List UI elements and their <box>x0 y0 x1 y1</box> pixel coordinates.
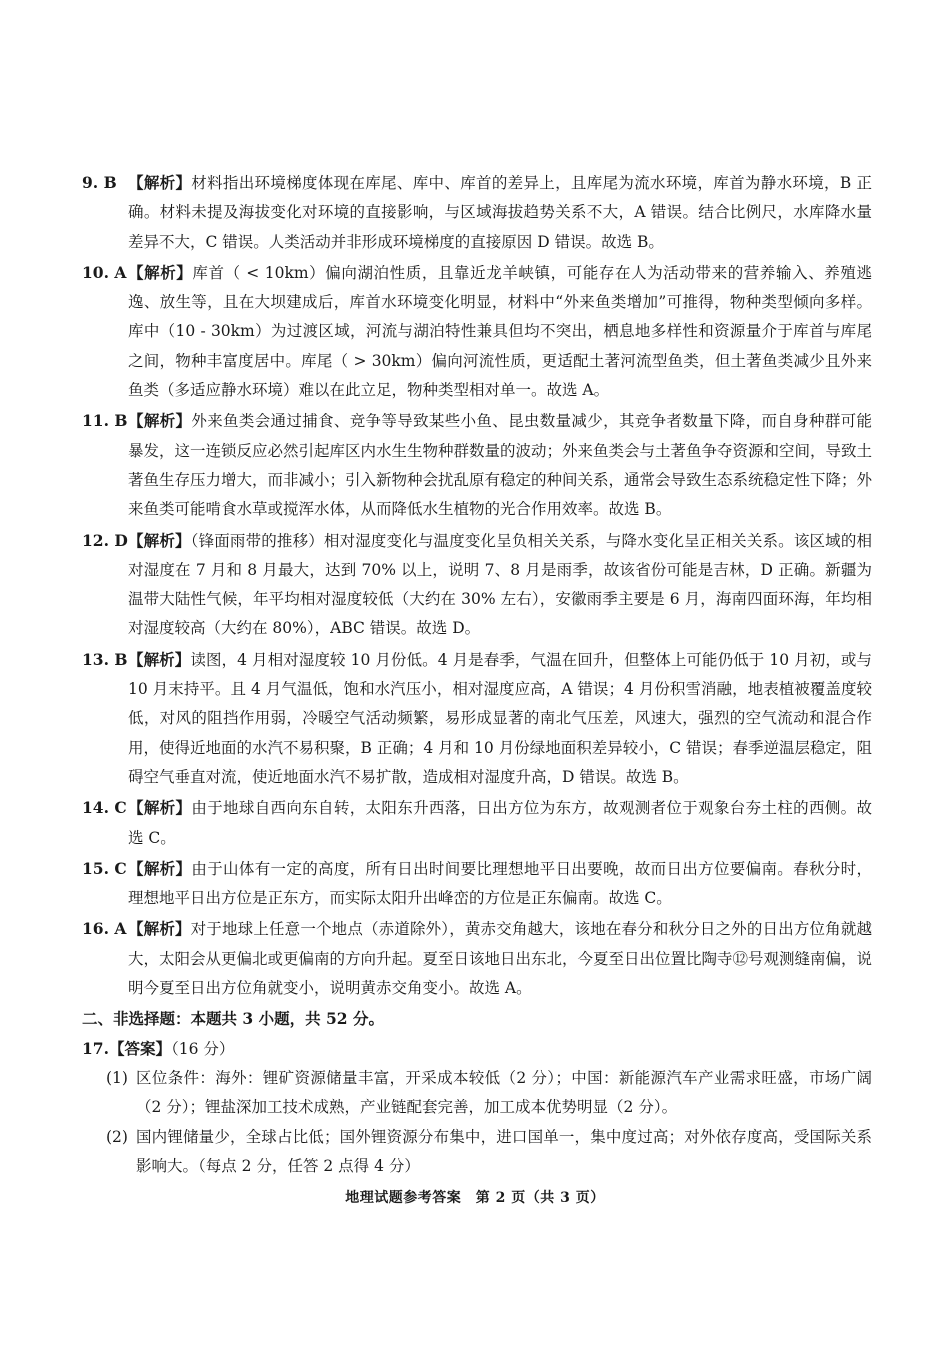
item-number: 10. A <box>82 262 127 282</box>
answer-17-part-2 <box>82 1123 872 1182</box>
analysis-tag: 【解析】 <box>128 530 191 550</box>
item-body <box>128 526 872 644</box>
item-number: 12. D <box>82 530 128 550</box>
score-text: （16 分） <box>170 1039 235 1058</box>
item-text: （锋面雨带的推移）相对湿度变化与温度变化呈负相关关系，与降水变化呈正相关关系。该区域的相对湿度在 7 月和 8 月最大，达到 70% 以上，说明 7、8 月是雨季，故该省份可能是吉林，D 正确。新疆为温带大陆性气候，年平均相对湿度较低（大约在 30% 左右），安徽雨季主要是 6 月，海南四面环海，年均相对湿度较高（大约在 80%），ABC 错误。故选 D。 <box>128 531 872 638</box>
analysis-tag: 【解析】 <box>128 411 192 431</box>
item-number: 16. A <box>82 919 127 939</box>
analysis-tag: 【解析】 <box>128 919 191 939</box>
item-text: 外来鱼类会通过捕食、竞争等导致某些小鱼、昆虫数量减少，其竞争者数量下降，而自身种群可能暴发，这一连锁反应必然引起库区内水生生物种群数量的波动；外来鱼类会与土著鱼争夺资源和空间，导致土著鱼生存压力增大，而非减小；引入新物种会扰乱原有稳定的种间关系，通常会导致生态系统稳定性下降；外来鱼类可能啃食水草或搅浑水体，从而降低水生植物的光合作用效率。故选 B。 <box>128 412 873 519</box>
item-body <box>128 914 872 1003</box>
answer-item-15 <box>82 854 872 914</box>
analysis-tag: 【解析】 <box>128 173 192 192</box>
item-number: 9. B <box>82 173 117 192</box>
item-text: 由于地球自西向东自转，太阳东升西落，日出方位为东方，故观测者位于观象台夯土柱的西侧。故选 C。 <box>128 799 872 847</box>
item-text: 对于地球上任意一个地点（赤道除外），黄赤交角越大，该地在春分和秋分日之外的日出方位角就越大，太阳会从更偏北或更偏南的方向升起。夏至日该地日出东北，今夏至日出位置比陶寺⑫号观测缝南偏，说明今夏至日出方位角就变小，说明黄赤交角变小。故选 A。 <box>128 920 873 998</box>
answer-item-11 <box>82 406 872 524</box>
part-text: 国内锂储量少，全球占比低；国外锂资源分布集中，进口国单一，集中度过高；对外依存度高，受国际关系影响大。（每点 2 分，任答 2 点得 4 分） <box>136 1127 872 1175</box>
item-text: 材料指出环境梯度体现在库尾、库中、库首的差异上，且库尾为流水环境，库首为静水环境，B 正确。材料未提及海拔变化对环境的直接影响，与区域海拔趋势关系不大，A 错误。结合比例尺，水库降水量差异不大，C 错误。人类活动并非形成环境梯度的直接原因 D 错误。故选 B。 <box>128 174 872 251</box>
part-text: 区位条件：海外：锂矿资源储量丰富，开采成本较低（2 分）；中国：新能源汽车产业需求旺盛，市场广阔（2 分）；锂盐深加工技术成熟，产业链配套完善，加工成本优势明显（2 分）。 <box>136 1068 872 1117</box>
answer-tag: 【答案】 <box>108 1038 171 1058</box>
analysis-tag: 【解析】 <box>128 858 192 878</box>
answer-item-13 <box>82 645 872 792</box>
answer-item-9 <box>82 168 872 257</box>
answer-item-17-header <box>82 1034 872 1064</box>
section-title: 二、非选择题：本题共 3 小题，共 52 分。 <box>82 1009 384 1029</box>
item-number: 15. C <box>82 858 127 878</box>
answer-content <box>82 168 872 1181</box>
item-text: 库首（ < 10km）偏向湖泊性质，且靠近龙羊峡镇，可能存在人为活动带来的营养输入、养殖逃逸、放生等，且在大坝建成后，库首水环境变化明显，材料中“外来鱼类增加”可推得，物种类型倾向多样。库中（10 - 30km）为过渡区域，河流与湖泊特性兼具但均不突出，栖息地多样性和资源量介于库首与库尾之间，物种丰富度居中。库尾（ > 30km）偏向河流性质，更适配土著河流型鱼类，但土著鱼类减少且外来鱼类（多适应静水环境）难以在此立足，物种类型相对单一。故选 A。 <box>128 263 872 400</box>
answer-17-part-1 <box>82 1064 872 1123</box>
item-body <box>128 854 872 914</box>
answer-item-14 <box>82 793 872 853</box>
answer-item-10 <box>82 258 872 405</box>
analysis-tag: 【解析】 <box>128 798 192 818</box>
item-text: 读图，4 月相对湿度较 10 月份低。4 月是春季，气温在回升，但整体上可能仍低于 10 月初，或与10 月末持平。且 4 月气温低，饱和水汽压小，相对湿度应高，A 错误；4 月份积雪消融，地表植被覆盖度较低，对风的阻挡作用弱，冷暖空气活动频繁，易形成显著的南北气压差，风速大，强烈的空气流动和混合作用，使得近地面的水汽不易积聚，B 正确；4 月和 10 月份绿地面积差异较小，C 错误；春季逆温层稳定，阻碍空气垂直对流，使近地面水汽不易扩散，造成相对湿度升高，D 错误。故选 B。 <box>128 650 872 786</box>
item-number: 13. B <box>82 649 128 669</box>
item-body <box>128 168 872 257</box>
part-number: (1) <box>106 1068 128 1087</box>
part-number: (2) <box>106 1127 128 1146</box>
item-body <box>128 406 872 524</box>
answer-item-12 <box>82 526 872 644</box>
item-body <box>128 793 872 853</box>
item-body <box>128 645 872 792</box>
item-text: 由于山体有一定的高度，所有日出时间要比理想地平日出要晚，故而日出方位要偏南。春秋分时，理想地平日出方位是正东方，而实际太阳升出峰峦的方位是正东偏南。故选 C。 <box>128 859 872 908</box>
answer-item-16 <box>82 914 872 1003</box>
item-body <box>128 258 872 405</box>
page-footer: 地理试题参考答案 第 2 页（共 3 页） <box>345 1190 605 1206</box>
item-number: 14. C <box>82 798 127 818</box>
analysis-tag: 【解析】 <box>128 649 191 669</box>
analysis-tag: 【解析】 <box>128 262 193 282</box>
item-number: 11. B <box>82 411 128 431</box>
item-number: 17. <box>82 1038 109 1058</box>
